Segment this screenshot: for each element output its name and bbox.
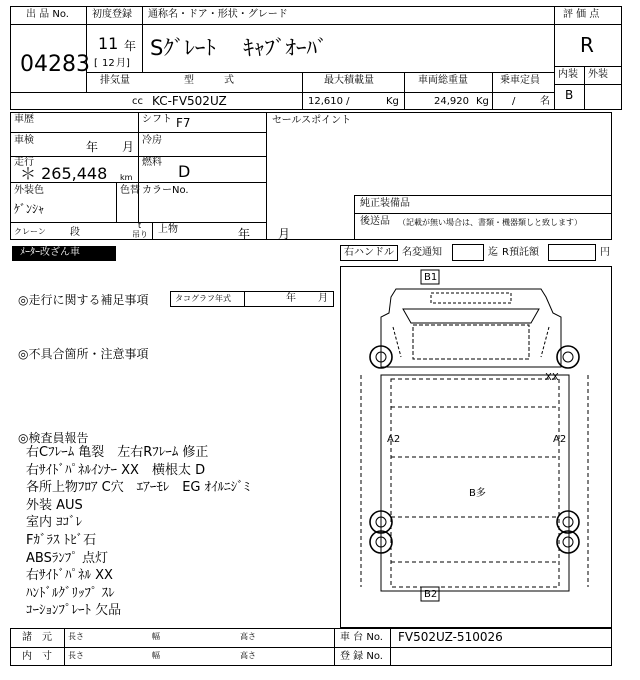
truck-diagram	[341, 267, 611, 627]
crane-lift: 吊り	[132, 230, 148, 239]
interior-grade-label: 内装	[558, 69, 578, 80]
defects-heading: ◎不具合箇所・注意事項	[18, 347, 149, 361]
left-side-damage-mark: A2	[387, 434, 401, 445]
dimension-height-label: 高さ	[240, 632, 256, 641]
deadline-label: 迄	[488, 247, 498, 258]
color-change-label: 色替	[120, 185, 140, 196]
truck-diagram-frame	[340, 266, 612, 628]
aftermarket-note: （記載が無い場合は、書類・機器類しと致します）	[398, 218, 582, 227]
rear-damage-mark: B2	[424, 589, 438, 600]
sales-point-label: セールスポイント	[272, 115, 352, 126]
recycle-deposit-box	[548, 244, 596, 261]
meter-tamper-banner	[12, 246, 116, 261]
color-value: ｹﾞﾝｼｬ	[14, 202, 45, 216]
chassis-number-label: 車 台 No.	[340, 632, 383, 643]
crane-ton: t	[138, 221, 142, 230]
right-cab-damage-mark: XX	[545, 372, 559, 383]
meter-tamper-label: ﾒｰﾀｰ改ざん車	[20, 247, 80, 258]
report-line: 右ｻｲﾄﾞﾊﾟﾈﾙｲﾝﾅｰ XX 横根太 D	[26, 462, 206, 478]
report-line: 外装 AUS	[26, 497, 83, 513]
gross-weight-unit: Kg	[476, 96, 489, 107]
right-side-damage-mark: A2	[553, 434, 567, 445]
max-load-value: 12,610 /	[308, 96, 350, 107]
fuel-value: D	[178, 162, 191, 181]
report-line: 各所上物ﾌﾛｱ C穴 ｴｱｰﾓﾚ EG ｵｲﾙﾆｼﾞﾐ	[26, 480, 251, 496]
mileage-unit: km	[120, 173, 133, 182]
lot-number-label: 出 品 No.	[26, 9, 69, 20]
gross-weight-label: 車両総重量	[418, 75, 468, 86]
model-value: KC-FV502UZ	[152, 94, 227, 108]
upper-body-label: 上物	[158, 224, 178, 235]
tachograph-month: 月	[318, 293, 328, 304]
shift-value: F7	[176, 116, 191, 130]
model-label: 型 式	[184, 75, 234, 86]
crane-stage: 段	[70, 227, 80, 238]
mileage-label: 走行	[14, 157, 34, 168]
front-damage-mark: B1	[424, 272, 438, 283]
max-load-unit: Kg	[386, 96, 399, 107]
aircon-label: 冷房	[142, 135, 162, 146]
inspector-report-lines	[26, 446, 336, 622]
capacity-label: 乗車定員	[500, 75, 540, 86]
chassis-number-value: FV502UZ-510026	[398, 630, 503, 644]
right-hand-drive-box	[340, 245, 398, 261]
inner-height-label: 高さ	[240, 651, 256, 660]
report-line: ﾊﾝﾄﾞﾙｸﾞﾘｯﾌﾟ ｽﾚ	[26, 585, 115, 601]
dimension-width-label: 幅	[152, 632, 160, 641]
report-line: ｺｰｼｮﾝﾌﾟﾚｰﾄ 欠品	[26, 603, 122, 619]
tachograph-label: タコグラフ年式	[175, 294, 231, 303]
genuine-equipment-label: 純正装備品	[360, 198, 410, 209]
running-notes-heading: ◎走行に関する補足事項	[18, 293, 149, 307]
mileage-value: ＊ 265,448	[20, 164, 108, 183]
displacement-unit: cc	[132, 96, 143, 107]
registration-label: 初度登録	[92, 9, 132, 20]
gross-weight-value: 24,920	[434, 96, 469, 107]
registration-month: 12	[102, 58, 115, 69]
report-line: 室内 ﾖｺﾞﾚ	[26, 515, 83, 531]
upper-body-year: 年	[238, 227, 251, 241]
displacement-label: 排気量	[100, 75, 130, 86]
report-line: ABSﾗﾝﾌﾟ 点灯	[26, 550, 108, 566]
crane-label: クレーン	[14, 227, 46, 236]
report-line: Fｶﾞﾗｽ ﾄﾋﾞ石	[26, 532, 97, 548]
grade-value: R	[580, 33, 594, 57]
max-load-label: 最大積載量	[324, 75, 374, 86]
recycle-deposit-label: R預託額	[502, 247, 539, 258]
tachograph-year: 年	[286, 293, 296, 304]
registration-month-unit: 月]	[116, 58, 130, 69]
shift-label: シフト	[142, 114, 172, 125]
report-line: 右ｻｲﾄﾞﾊﾟﾈﾙ XX	[26, 568, 113, 584]
grade-label: 評 価 点	[563, 9, 600, 20]
yen-unit: 円	[600, 247, 610, 258]
vehicle-name: Sｸﾞﾚｰﾄ ｷｬﾌﾞｵｰﾊﾞ	[150, 36, 328, 60]
report-line: 右Cﾌﾚｰﾑ 亀裂 左右Rﾌﾚｰﾑ 修正	[26, 445, 209, 460]
exterior-grade-label: 外装	[588, 69, 608, 80]
capacity-unit: 名	[540, 96, 550, 107]
bed-damage-mark: B多	[469, 488, 486, 499]
registration-number-label: 登 録 No.	[340, 651, 383, 662]
name-change-label: 名変通知	[402, 247, 442, 258]
inner-length-label: 長さ	[68, 651, 84, 660]
aftermarket-label: 後送品	[360, 216, 390, 227]
name-change-box	[452, 244, 484, 261]
vehicle-name-label: 通称名・ドア・形状・グレード	[148, 9, 288, 20]
interior-grade-value: B	[565, 88, 574, 102]
inspector-report-heading: ◎検査員報告	[18, 431, 89, 445]
history-label: 車歴	[14, 114, 34, 125]
inspection-month: 月	[122, 140, 135, 154]
lot-number: 04283	[20, 52, 90, 77]
inspection-year: 年	[86, 140, 99, 154]
inspection-label: 車検	[14, 135, 34, 146]
inner-width-label: 幅	[152, 651, 160, 660]
registration-year: 11	[98, 34, 119, 53]
right-hand-drive-label: 右ハンドル	[344, 247, 394, 258]
color-label: 外装色	[14, 185, 44, 196]
capacity-value: /	[512, 96, 516, 107]
fuel-label: 燃料	[142, 157, 162, 168]
upper-body-month: 月	[278, 227, 291, 241]
dimensions-label: 諸 元	[22, 632, 52, 643]
year-unit: 年	[124, 39, 137, 53]
color-code-label: カラーNo.	[142, 185, 189, 196]
registration-month-open: [	[94, 58, 98, 69]
inner-dimensions-label: 内 寸	[22, 651, 52, 662]
dimension-length-label: 長さ	[68, 632, 84, 641]
